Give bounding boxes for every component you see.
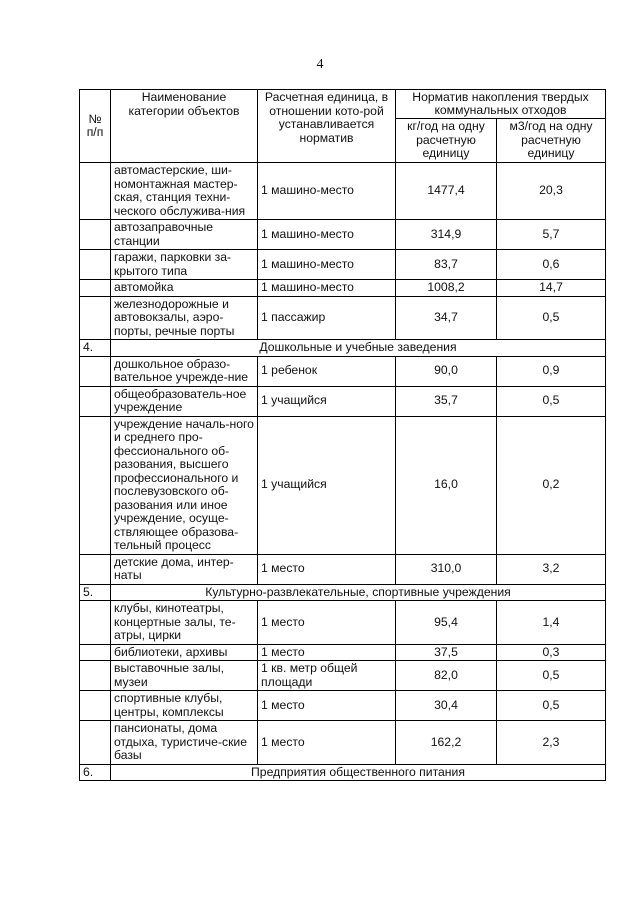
- calc-unit: 1 место: [258, 644, 396, 661]
- header-kg: кг/год на одну расчетную единицу: [396, 119, 497, 163]
- norm-kg-value: 90,0: [396, 356, 497, 386]
- category-name: библиотеки, архивы: [111, 644, 258, 661]
- header-m3: м3/год на одну расчетную единицу: [497, 119, 606, 163]
- row-number-cell: [80, 163, 111, 220]
- norm-m3-value: 20,3: [497, 163, 606, 220]
- section-number: 6.: [80, 764, 111, 781]
- norm-m3-value: 0,2: [497, 416, 606, 554]
- norm-kg-value: 35,7: [396, 386, 497, 416]
- norm-m3-value: 0,5: [497, 296, 606, 340]
- section-number: 5.: [80, 584, 111, 601]
- calc-unit: 1 место: [258, 554, 396, 584]
- category-name: спортивные клубы, центры, комплексы: [111, 691, 258, 721]
- category-name: автозаправочные станции: [111, 220, 258, 250]
- table-row: [80, 356, 606, 386]
- section-row: [80, 764, 606, 781]
- norm-m3-value: 3,2: [497, 554, 606, 584]
- section-row: [80, 584, 606, 601]
- row-number-cell: [80, 296, 111, 340]
- row-number-cell: [80, 691, 111, 721]
- row-number-cell: [80, 416, 111, 554]
- norm-m3-value: 0,5: [497, 691, 606, 721]
- norm-m3-value: 14,7: [497, 280, 606, 297]
- category-name: дошкольное образо-вательное учрежде-ние: [111, 356, 258, 386]
- norm-m3-value: 1,4: [497, 601, 606, 645]
- table-row: [80, 661, 606, 691]
- norm-m3-value: 2,3: [497, 721, 606, 765]
- section-title: Предприятия общественного питания: [111, 764, 606, 781]
- row-number-cell: [80, 601, 111, 645]
- category-name: учреждение началь-ного и среднего про-фессионального об-разования, высшего профессионального и послевузовского об-разования или иное учреждение, осуще-ствляющее образова-тельный процесс: [111, 416, 258, 554]
- table-row: [80, 220, 606, 250]
- table-row: [80, 691, 606, 721]
- norm-kg-value: 162,2: [396, 721, 497, 765]
- calc-unit: 1 место: [258, 601, 396, 645]
- calc-unit: 1 пассажир: [258, 296, 396, 340]
- calc-unit: 1 учащийся: [258, 386, 396, 416]
- category-name: общеобразователь-ное учреждение: [111, 386, 258, 416]
- category-name: железнодорожные и автовокзалы, аэро-порты, речные порты: [111, 296, 258, 340]
- row-number-cell: [80, 280, 111, 297]
- norm-m3-value: 0,5: [497, 661, 606, 691]
- table-row: [80, 386, 606, 416]
- norm-kg-value: 314,9: [396, 220, 497, 250]
- category-name: гаражи, парковки за-крытого типа: [111, 250, 258, 280]
- table-row: [80, 601, 606, 645]
- section-row: [80, 340, 606, 357]
- norm-kg-value: 310,0: [396, 554, 497, 584]
- calc-unit: 1 машино-место: [258, 280, 396, 297]
- table-row: [80, 554, 606, 584]
- table-row: [80, 250, 606, 280]
- norm-kg-value: 83,7: [396, 250, 497, 280]
- calc-unit: 1 кв. метр общей площади: [258, 661, 396, 691]
- category-name: пансионаты, дома отдыха, туристиче-ские базы: [111, 721, 258, 765]
- category-name: детские дома, интер-наты: [111, 554, 258, 584]
- section-number: 4.: [80, 340, 111, 357]
- row-number-cell: [80, 220, 111, 250]
- calc-unit: 1 место: [258, 721, 396, 765]
- calc-unit: 1 машино-место: [258, 163, 396, 220]
- header-num: № п/п: [80, 90, 111, 163]
- norm-m3-value: 0,6: [497, 250, 606, 280]
- calc-unit: 1 машино-место: [258, 220, 396, 250]
- row-number-cell: [80, 554, 111, 584]
- calc-unit: 1 место: [258, 691, 396, 721]
- table-body: [80, 163, 606, 781]
- norm-kg-value: 37,5: [396, 644, 497, 661]
- section-title: Культурно-развлекательные, спортивные учреждения: [111, 584, 606, 601]
- category-name: выставочные залы, музеи: [111, 661, 258, 691]
- norm-m3-value: 0,3: [497, 644, 606, 661]
- row-number-cell: [80, 721, 111, 765]
- table-row: [80, 280, 606, 297]
- norm-kg-value: 1477,4: [396, 163, 497, 220]
- table-row: [80, 296, 606, 340]
- header-name: Наименование категории объектов: [111, 90, 258, 163]
- calc-unit: 1 ребенок: [258, 356, 396, 386]
- norm-m3-value: 0,9: [497, 356, 606, 386]
- norm-m3-value: 0,5: [497, 386, 606, 416]
- norm-m3-value: 5,7: [497, 220, 606, 250]
- norm-kg-value: 95,4: [396, 601, 497, 645]
- table-row: [80, 416, 606, 554]
- norm-kg-value: 34,7: [396, 296, 497, 340]
- calc-unit: 1 машино-место: [258, 250, 396, 280]
- table-row: [80, 163, 606, 220]
- calc-unit: 1 учащийся: [258, 416, 396, 554]
- norm-kg-value: 30,4: [396, 691, 497, 721]
- table-row: [80, 721, 606, 765]
- section-title: Дошкольные и учебные заведения: [111, 340, 606, 357]
- norm-kg-value: 1008,2: [396, 280, 497, 297]
- header-norm: Норматив накопления твердых коммунальных отходов: [396, 90, 606, 119]
- row-number-cell: [80, 356, 111, 386]
- norm-table: [79, 89, 606, 781]
- page-number: 4: [316, 57, 324, 72]
- row-number-cell: [80, 661, 111, 691]
- category-name: автомастерские, ши-номонтажная мастер-ская, станция техни-ческого обслужива-ния: [111, 163, 258, 220]
- norm-kg-value: 82,0: [396, 661, 497, 691]
- header-unit: Расчетная единица, в отношении кото-рой устанавливается норматив: [258, 90, 396, 163]
- table-row: [80, 644, 606, 661]
- row-number-cell: [80, 250, 111, 280]
- row-number-cell: [80, 386, 111, 416]
- category-name: автомойка: [111, 280, 258, 297]
- category-name: клубы, кинотеатры, концертные залы, те-атры, цирки: [111, 601, 258, 645]
- norm-kg-value: 16,0: [396, 416, 497, 554]
- row-number-cell: [80, 644, 111, 661]
